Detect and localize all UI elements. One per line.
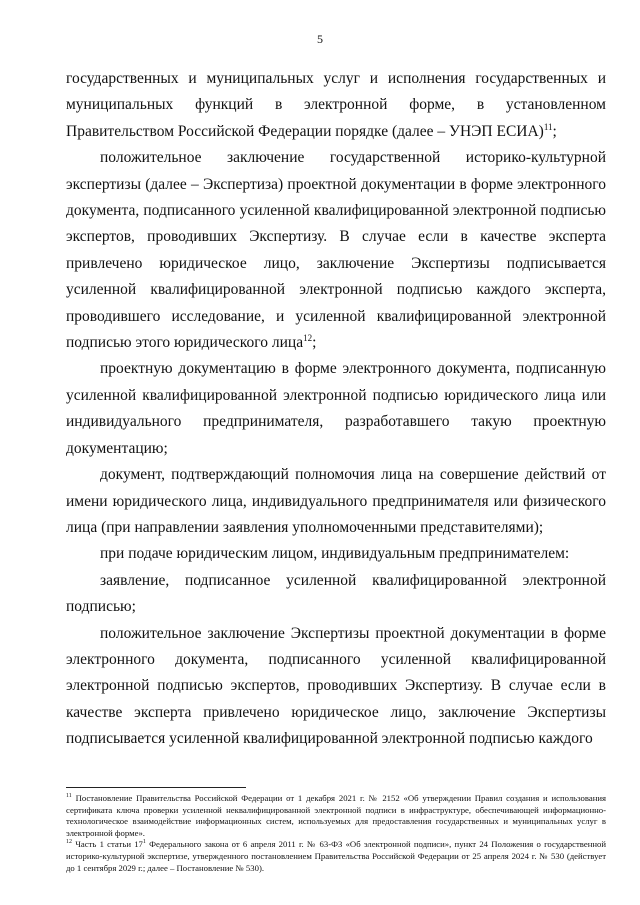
paragraph-5: при подаче юридическим лицом, индивидуальным предпринимателем: <box>100 545 570 563</box>
paragraph-text: положительное заключение государственной историко-культурной экспертизы (далее – Экспертиза) проектной документации в форме электронного документа, подписанного усиленной квалифицированной электронной подписью экспертов, проводивших Экспертизу. В случае если в качестве эксперта привлечено юридическое лицо, заключение Экспертизы подписывается усиленной квалифицированной электронной подписью каждого эксперта, проводившего исследование, и усиленной квалифицированной электронной подписью этого юридического лица <box>66 149 606 352</box>
footnote-ref-12[interactable]: 12 <box>303 332 313 343</box>
paragraph-2 <box>66 145 606 356</box>
page-number: 5 <box>317 32 323 46</box>
footnote-divider <box>66 787 246 788</box>
footnote-11 <box>66 793 606 839</box>
footnote-number: 11 <box>66 793 72 800</box>
paragraph-tail: ; <box>312 334 317 352</box>
footnotes <box>66 793 606 874</box>
paragraph-4: документ, подтверждающий полномочия лица на совершение действий от имени юридического лица, индивидуального предпринимателя или физического лица (при направлении заявления уполномоченными представителями); <box>66 466 606 536</box>
document-body <box>66 66 606 753</box>
footnote-ref-11[interactable]: 11 <box>543 121 553 132</box>
footnote-12 <box>66 839 606 874</box>
footnote-number: 12 <box>66 839 72 846</box>
footnote-text-continued: Федерального закона от 6 апреля 2011 г. № 63-ФЗ «Об электронной подписи», пункт 24 Положения о государственной историко-культурной экспертизе, утвержденного постановлением Правительства Российской Федерации от 25 апреля 2024 г. № 530 (действует до 1 сентября 2029 г.; далее – Постановление № 530). <box>66 839 607 873</box>
paragraph-6: заявление, подписанное усиленной квалифицированной электронной подписью; <box>66 571 606 616</box>
paragraph-tail: ; <box>552 122 557 140</box>
paragraph-1 <box>66 66 606 145</box>
footnote-text: Постановление Правительства Российской Федерации от 1 декабря 2021 г. № 2152 «Об утверждении Правил создания и использования сертификата ключа проверки усиленной неквалифицированной электронной подписи в инфраструктуре, обеспечивающей информационно-технологическое взаимодействие информационных систем, используемых для предоставления государственных и муниципальных услуг в электронной форме». <box>66 793 606 838</box>
paragraph-text: государственных и муниципальных услуг и исполнения государственных и муниципальных функций в электронной форме, в установленном Правительством Российской Федерации порядке (далее – УНЭП ЕСИА) <box>66 70 606 140</box>
paragraph-7: положительное заключение Экспертизы проектной документации в форме электронного документа, подписанного усиленной квалифицированной электронной подписью экспертов, проводивших Экспертизу. В случае если в качестве эксперта привлечено юридическое лицо, заключение Экспертизы подписывается усиленной квалифицированной электронной подписью каждого <box>66 624 606 748</box>
footnote-text: Часть 1 статьи 17 <box>72 839 143 850</box>
paragraph-3: проектную документацию в форме электронного документа, подписанную усиленной квалифицированной электронной подписью юридического лица или индивидуального предпринимателя, разработавшего такую проектную документацию; <box>66 360 606 457</box>
article-superscript: 1 <box>142 839 146 846</box>
